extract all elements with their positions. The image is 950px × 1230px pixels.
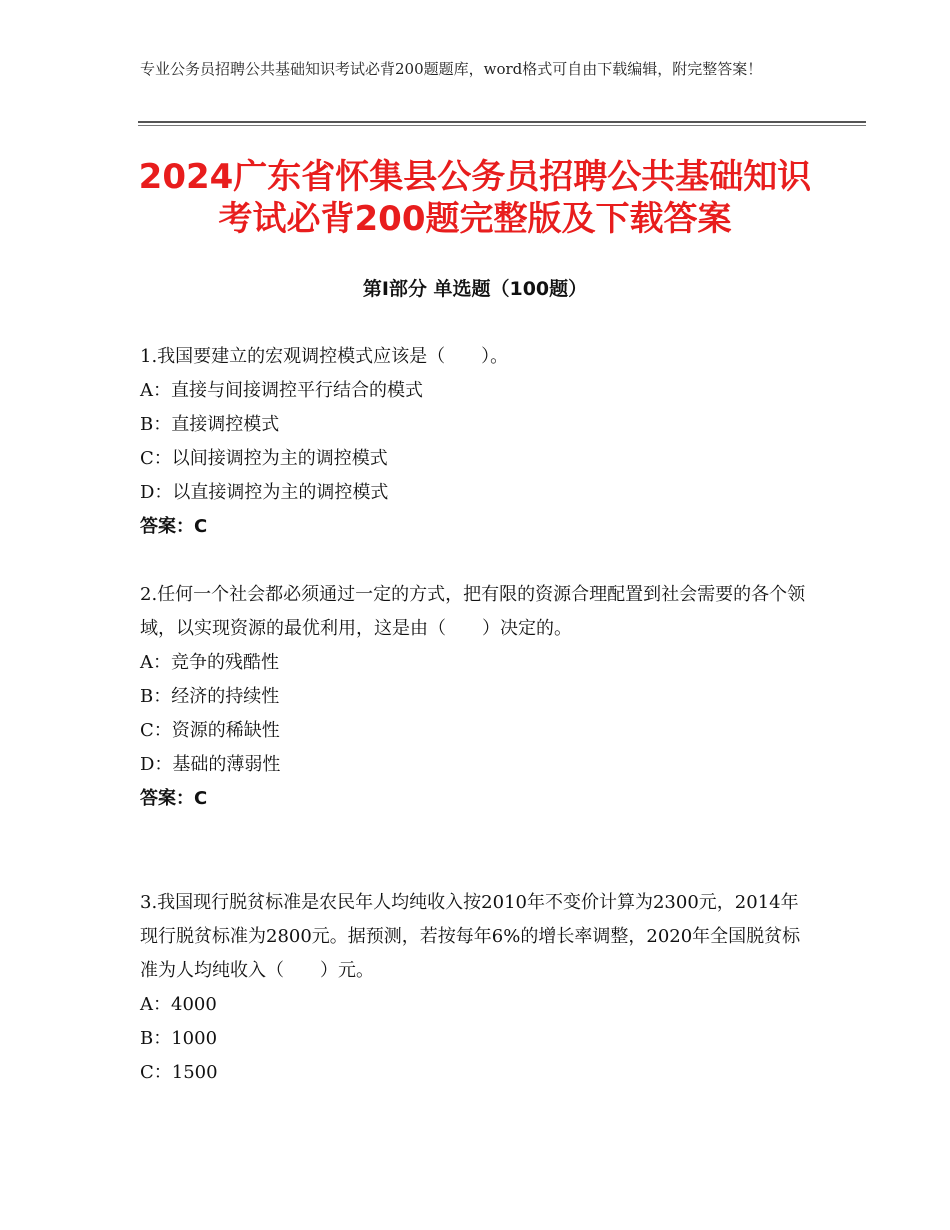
answer: 答案：C (140, 788, 208, 809)
question-1 (140, 340, 810, 544)
option-b: B：经济的持续性 (140, 686, 280, 707)
header-note: 专业公务员招聘公共基础知识考试必背200题题库，word格式可自由下载编辑，附完整答案！ (140, 60, 763, 78)
option-c: C：以间接调控为主的调控模式 (140, 448, 388, 469)
option-a: A：竞争的残酷性 (140, 652, 279, 673)
question-stem: 3.我国现行脱贫标准是农民年人均纯收入按2010年不变价计算为2300元，2014年现行脱贫标准为2800元。据预测，若按每年6%的增长率调整，2020年全国脱贫标准为人均纯收入（ ）元。 (140, 892, 801, 981)
option-c: C：资源的稀缺性 (140, 720, 280, 741)
option-d: D：以直接调控为主的调控模式 (140, 482, 389, 503)
title-line-2: 考试必背200题完整版及下载答案 (218, 199, 732, 239)
question-stem: 2.任何一个社会都必须通过一定的方式，把有限的资源合理配置到社会需要的各个领域，以实现资源的最优利用，这是由（ ）决定的。 (140, 584, 806, 639)
option-a: A：直接与间接调控平行结合的模式 (140, 380, 423, 401)
header-divider (138, 121, 866, 123)
section-heading: 第Ⅰ部分 单选题（100题） (362, 278, 588, 300)
option-a: A：4000 (140, 994, 217, 1015)
header-divider-thin (138, 125, 866, 126)
question-3 (140, 886, 810, 1090)
document-title (100, 156, 850, 240)
option-c: C：1500 (140, 1062, 218, 1083)
title-line-1: 2024广东省怀集县公务员招聘公共基础知识 (138, 157, 812, 197)
option-b: B：直接调控模式 (140, 414, 280, 435)
option-d: D：基础的薄弱性 (140, 754, 281, 775)
answer: 答案：C (140, 516, 208, 537)
question-stem: 1.我国要建立的宏观调控模式应该是（ ）。 (140, 346, 509, 367)
question-2 (140, 578, 810, 816)
option-b: B：1000 (140, 1028, 218, 1049)
